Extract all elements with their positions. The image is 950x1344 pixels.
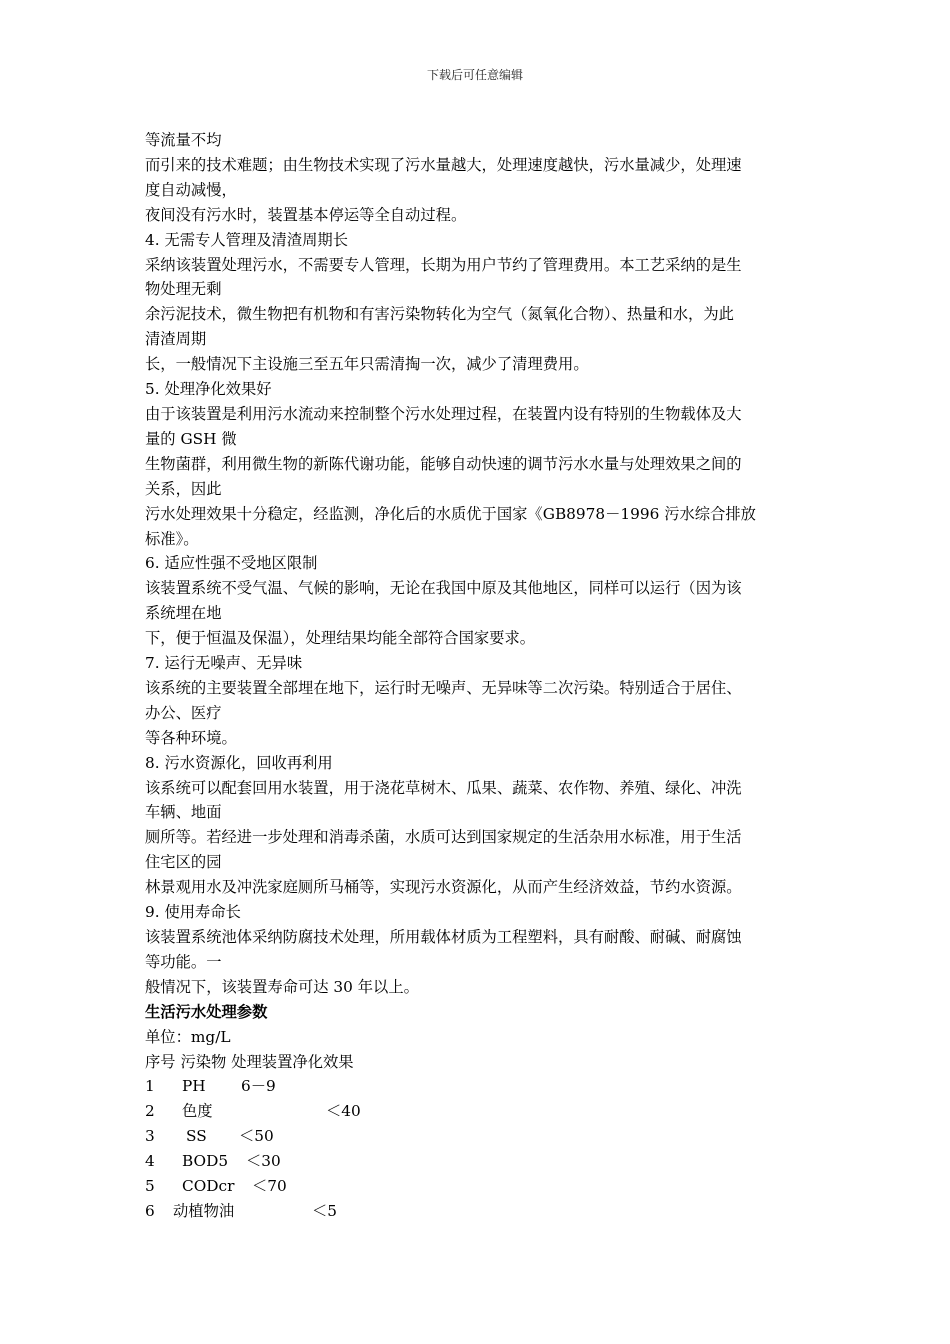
page-header: 下载后可任意编辑 xyxy=(426,68,523,82)
pollutant-value: ＜40 xyxy=(326,1102,361,1121)
body-line: 林景观用水及冲洗家庭厕所马桶等，实现污水资源化，从而产生经济效益，节约水资源。 xyxy=(145,878,742,897)
body-line: 物处理无剩 xyxy=(145,280,222,299)
pollutant-value: 6－9 xyxy=(241,1077,276,1096)
pollutant-name: 动植物油 xyxy=(173,1201,235,1220)
table-row xyxy=(145,1199,810,1224)
body-line: 量的 GSH 微 xyxy=(145,429,237,448)
body-line: 夜间没有污水时，装置基本停运等全自动过程。 xyxy=(145,205,467,224)
pollutant-value: ＜50 xyxy=(239,1127,274,1146)
pollutant-name: BOD5 xyxy=(182,1152,229,1171)
body-line: 车辆、地面 xyxy=(145,803,222,822)
table-row xyxy=(145,1124,810,1149)
section-heading: 5. 处理净化效果好 xyxy=(145,380,272,399)
body-line: 污水处理效果十分稳定，经监测，净化后的水质优于国家《GB8978－1996 污水综合排放 xyxy=(145,504,756,523)
table-row xyxy=(145,1074,810,1099)
table-row xyxy=(145,1099,810,1124)
pollutant-name: PH xyxy=(182,1077,206,1096)
pollutant-name: SS xyxy=(186,1127,207,1146)
row-number: 5 xyxy=(145,1177,155,1196)
section-heading: 6. 适应性强不受地区限制 xyxy=(145,554,318,573)
pollutant-name: CODcr xyxy=(182,1177,235,1196)
body-line: 系统埋在地 xyxy=(145,604,222,623)
table-row xyxy=(145,1174,810,1199)
pollutant-name: 色度 xyxy=(182,1102,213,1121)
body-line: 清渣周期 xyxy=(145,330,207,349)
section-heading: 9. 使用寿命长 xyxy=(145,903,241,922)
pollutant-value: ＜30 xyxy=(246,1152,281,1171)
body-line: 余污泥技术，微生物把有机物和有害污染物转化为空气（氮氧化合物）、热量和水，为此 xyxy=(145,305,734,324)
body-line: 该系统的主要装置全部埋在地下，运行时无噪声、无异味等二次污染。特别适合于居住、 xyxy=(145,678,742,697)
body-line: 长，一般情况下主设施三至五年只需清掏一次，减少了清理费用。 xyxy=(145,355,589,374)
table-row xyxy=(145,1149,810,1174)
body-line: 般情况下，该装置寿命可达 30 年以上。 xyxy=(145,977,419,996)
pollutant-value: ＜70 xyxy=(252,1177,287,1196)
document-body xyxy=(145,128,810,1224)
row-number: 6 xyxy=(145,1201,155,1220)
row-number: 2 xyxy=(145,1102,155,1121)
body-line: 该装置系统不受气温、气候的影响，无论在我国中原及其他地区，同样可以运行（因为该 xyxy=(145,579,742,598)
pollutant-value: ＜5 xyxy=(312,1201,338,1220)
body-line: 而引来的技术难题；由生物技术实现了污水量越大，处理速度越快，污水量减少，处理速 xyxy=(145,155,742,174)
section-heading: 8. 污水资源化，回收再利用 xyxy=(145,753,333,772)
table-title: 生活污水处理参数 xyxy=(145,1002,268,1021)
body-line: 标准》。 xyxy=(145,529,199,548)
body-line: 等功能。一 xyxy=(145,952,222,971)
row-number: 4 xyxy=(145,1152,155,1171)
body-line: 该装置系统池体采纳防腐技术处理，所用载体材质为工程塑料，具有耐酸、耐碱、耐腐蚀 xyxy=(145,928,742,946)
body-line: 等各种环境。 xyxy=(145,728,237,747)
body-line: 等流量不均 xyxy=(145,131,222,149)
section-heading: 4. 无需专人管理及清渣周期长 xyxy=(145,230,349,249)
section-heading: 7. 运行无噪声、无异味 xyxy=(145,654,303,673)
body-line: 该系统可以配套回用水装置，用于浇花草树木、瓜果、蔬菜、农作物、养殖、绿化、冲洗 xyxy=(145,778,742,797)
body-line: 办公、医疗 xyxy=(145,703,222,722)
unit-label: 单位：mg/L xyxy=(145,1027,231,1046)
body-line: 关系，因此 xyxy=(145,479,222,498)
body-line: 住宅区的园 xyxy=(145,853,222,872)
body-line: 度自动减慢， xyxy=(145,180,237,199)
row-number: 1 xyxy=(145,1077,155,1096)
body-line: 厕所等。若经进一步处理和消毒杀菌，水质可达到国家规定的生活杂用水标准，用于生活 xyxy=(145,828,742,847)
body-line: 采纳该装置处理污水，不需要专人管理，长期为用户节约了管理费用。本工艺采纳的是生 xyxy=(145,255,742,274)
row-number: 3 xyxy=(145,1127,155,1146)
body-line: 生物菌群，利用微生物的新陈代谢功能，能够自动快速的调节污水水量与处理效果之间的 xyxy=(145,454,742,473)
body-line: 下，便于恒温及保温），处理结果均能全部符合国家要求。 xyxy=(145,629,536,648)
body-line: 由于该装置是利用污水流动来控制整个污水处理过程，在装置内设有特别的生物载体及大 xyxy=(145,404,742,423)
table-header: 序号 污染物 处理装置净化效果 xyxy=(145,1052,354,1071)
